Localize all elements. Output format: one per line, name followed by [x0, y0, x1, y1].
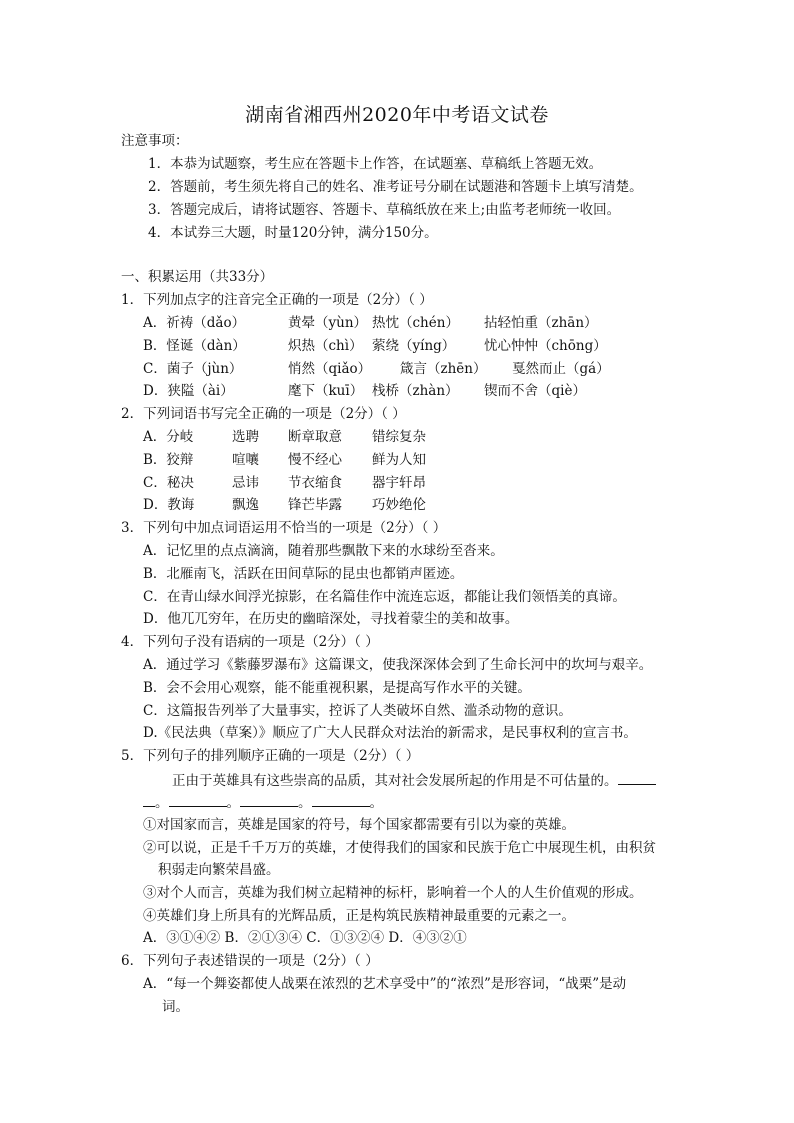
q2-option-a-3: 断章取意 — [288, 429, 342, 445]
q3-stem: 3．下列句中加点词语运用不恰当的一项是（2分）（ ） — [121, 520, 447, 536]
q5-sep-4: 。 — [369, 795, 383, 811]
q5-blank-1-cont — [143, 793, 155, 807]
q6-stem: 6．下列句子表述错误的一项是（2分）（ ） — [121, 953, 379, 969]
q2-option-b-4: 鲜为人知 — [372, 452, 426, 468]
q1-option-a-4: 拈轻怕重（zhān） — [484, 315, 598, 331]
q2-option-b-1: B．狡辩 — [143, 452, 194, 468]
q2-option-d-1: D．教诲 — [143, 497, 195, 513]
q6-option-a-line1: A．“每一个舞姿都使人战栗在浓烈的艺术享受中”的“浓烈”是形容词，“战栗”是动 — [143, 976, 627, 992]
q2-option-c-4: 器宇轩昂 — [372, 475, 426, 491]
q1-option-c-4: 戛然而止（gá） — [512, 361, 610, 377]
q5-options: A．③①④② B．②①③④ C．①③②④ D．④③②① — [143, 930, 467, 946]
q2-option-a-1: A．分岐 — [143, 429, 194, 445]
q1-stem: 1．下列加点字的注音完全正确的一项是（2分）（ ） — [121, 292, 433, 308]
q6-option-a-line2: 词。 — [162, 999, 189, 1015]
notice-item-4: 4．本试券三大题，时量120分钟，满分150分。 — [148, 225, 438, 241]
q2-stem: 2．下列词语书写完全正确的一项是（2分）（ ） — [121, 406, 406, 422]
q1-option-d-1: D．狭隘（ài） — [143, 383, 234, 399]
q1-option-d-2: 麾下（kuī） — [288, 383, 364, 399]
q1-option-b-3: 萦绕（yíng） — [372, 338, 456, 354]
q1-option-b-1: B．怪诞（dàn） — [143, 338, 246, 354]
q2-option-c-2: 忌讳 — [232, 475, 259, 491]
q2-option-b-3: 慢不经心 — [288, 452, 342, 468]
q3-option-d: D．他兀兀穷年，在历史的幽暗深处，寻找着蒙尘的美和故事。 — [143, 611, 519, 627]
q5-sentence-1: ①对国家而言，英雄是国家的符号，每个国家都需要有引以为豪的英雄。 — [143, 817, 575, 833]
q5-blank-3 — [240, 793, 298, 807]
q2-option-b-2: 喧嚷 — [232, 452, 259, 468]
q1-option-a-2: 黄晕（yùn） — [288, 315, 368, 331]
notice-item-3: 3．答题完成后，请将试题容、答题卡、草稿纸放在来上;由监考老师统一收回。 — [148, 202, 621, 218]
q5-sentence-3: ③对个人而言，英雄为我们树立起精神的标杆，影响着一个人的人生价值观的形成。 — [143, 885, 643, 901]
q1-option-d-4: 锲而不舍（qiè） — [484, 383, 586, 399]
q4-option-d: D.《民法典（草案）》顺应了广大人民群众对法治的新需求，是民事权利的宣言书。 — [143, 725, 637, 741]
q5-sep-3: 。 — [298, 795, 312, 811]
q2-option-d-4: 巧妙绝伦 — [372, 497, 426, 513]
q5-blank-4 — [312, 793, 370, 807]
q1-option-c-2: 悄然（qiǎo） — [288, 361, 372, 377]
q2-option-d-3: 锋芒毕露 — [288, 497, 342, 513]
q2-option-a-2: 选聘 — [232, 429, 259, 445]
section-heading: 一、积累运用（共33分） — [121, 269, 274, 285]
q2-option-a-4: 错综复杂 — [372, 429, 426, 445]
q4-stem: 4．下列句子没有语病的一项是（2分）（ ） — [121, 634, 379, 650]
q3-option-c: C．在青山绿水间浮光掠影，在名篇佳作中流连忘返，都能让我们领悟美的真谛。 — [143, 589, 626, 605]
q2-option-d-2: 飘逸 — [232, 497, 259, 513]
q5-sentence-2b: 积弱走向繁荣昌盛。 — [158, 862, 280, 878]
q2-option-c-3: 节衣缩食 — [288, 475, 342, 491]
notice-item-1: 1．本恭为试题察，考生应在答题卡上作答，在试题塞、草稿纸上答题无效。 — [148, 156, 603, 172]
q5-blank-2 — [169, 793, 227, 807]
q1-option-b-4: 忧心忡忡（chōng） — [484, 338, 607, 354]
q1-option-a-3: 热忱（chén） — [372, 315, 459, 331]
page-title: 湖南省湘西州2020年中考语文试卷 — [245, 104, 549, 126]
q1-option-d-3: 栈桥（zhàn） — [372, 383, 459, 399]
q5-sentence-2a: ②可以说，正是千千万万的英雄，才使得我们的国家和民族于危亡中展现生机，由积贫 — [143, 840, 656, 856]
q3-option-a: A．记忆里的点点滴滴，随着那些飘散下来的水球纷至沓来。 — [143, 543, 504, 559]
q4-option-b: B．会不会用心观察，能不能重视积累，是提高写作水平的关键。 — [143, 680, 531, 696]
q5-sep-2: 。 — [226, 795, 240, 811]
notice-heading: 注意事项： — [121, 133, 189, 149]
q5-blank-1 — [618, 771, 656, 785]
q1-option-c-1: C．菌子（jùn） — [143, 361, 243, 377]
notice-item-2: 2．答题前，考生须先将自己的姓名、准考证号分刷在试题港和答题卡上填写清楚。 — [148, 179, 643, 195]
q5-lead-text: 正由于英雄具有这些崇高的品质，其对社会发展所起的作用是不可估量的。 — [172, 773, 618, 789]
q2-option-c-1: C．秘决 — [143, 475, 194, 491]
q1-option-b-2: 炽热（chì） — [288, 338, 363, 354]
q5-lead-sentence — [172, 771, 656, 790]
q4-option-c: C．这篇报告列举了大量事实，控诉了人类破坏自然、滥杀动物的意识。 — [143, 703, 572, 719]
q3-option-b: B．北雁南飞，活跃在田间草际的昆虫也都销声匿迹。 — [143, 566, 464, 582]
q4-option-a: A．通过学习《紫藤罗瀑布》这篇课文，使我深深体会到了生命长河中的坎坷与艰辛。 — [143, 657, 653, 673]
q5-stem: 5．下列句子的排列顺序正确的一项是（2分）（ ） — [121, 748, 420, 764]
q5-blank-line — [143, 793, 383, 812]
q1-option-a-1: A．祈祷（dǎo） — [143, 315, 246, 331]
q1-option-c-3: 箴言（zhēn） — [400, 361, 487, 377]
q5-sentence-4: ④英雄们身上所具有的光辉品质，正是构筑民族精神最重要的元素之一。 — [143, 908, 575, 924]
q5-sep-1: 。 — [155, 795, 169, 811]
